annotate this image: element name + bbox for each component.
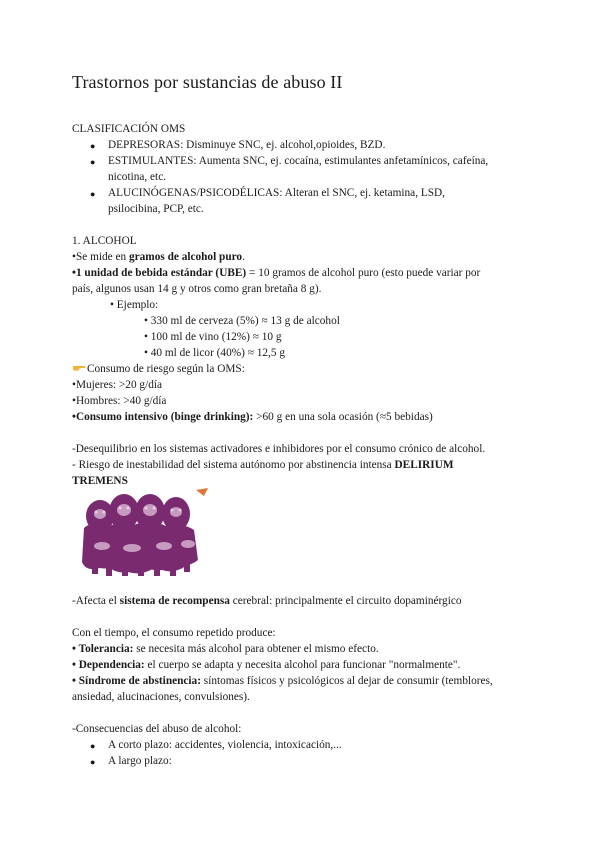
- reward-prefix: -Afecta el: [72, 595, 120, 607]
- over-time-line: Con el tiempo, el consumo repetido produce:: [72, 627, 276, 639]
- reward-line: [72, 593, 462, 609]
- risk-heading: Consumo de riesgo según la OMS:: [87, 363, 245, 375]
- classification-item-depresoras: DEPRESORAS: Disminuye SNC, ej. alcohol,opioides, BZD.: [108, 139, 386, 151]
- alcohol-heading: 1. ALCOHOL: [72, 235, 137, 247]
- dependence-line: [72, 657, 460, 673]
- classification-item-alucinogenas-cont: psilocibina, PCP, etc.: [108, 203, 204, 215]
- binge-rest: >60 g en una sola ocasión (≈5 bebidas): [253, 411, 433, 423]
- ube-line: [72, 265, 480, 281]
- withdrawal-bold: • Síndrome de abstinencia:: [72, 675, 201, 687]
- dependence-rest: el cuerpo se adapta y necesita alcohol para funcionar "normalmente".: [144, 659, 461, 671]
- binge-line: [72, 409, 433, 425]
- bullet-dot-icon: ●: [90, 757, 96, 767]
- page-title: Trastornos por sustancias de abuso II: [72, 72, 343, 92]
- ube-rest: = 10 gramos de alcohol puro (esto puede variar por: [246, 267, 481, 279]
- dependence-bold: • Dependencia:: [72, 659, 145, 671]
- example-label: • Ejemplo:: [110, 299, 159, 311]
- delirium-line-2: [72, 473, 128, 489]
- classification-heading: CLASIFICACIÓN OMS: [72, 123, 186, 135]
- tolerance-bold: • Tolerancia:: [72, 643, 134, 655]
- men-limit: •Hombres: >40 g/día: [72, 395, 167, 407]
- bullet-dot-icon: ●: [90, 157, 96, 167]
- consequences-heading: -Consecuencias del abuso de alcohol:: [72, 723, 242, 735]
- measure-bold: gramos de alcohol puro: [128, 251, 243, 263]
- example-item: • 330 ml de cerveza (5%) ≈ 13 g de alcohol: [144, 315, 340, 327]
- women-limit: •Mujeres: >20 g/día: [72, 379, 163, 391]
- classification-item-estimulantes-cont: nicotina, etc.: [108, 171, 167, 183]
- ube-bold: •1 unidad de bebida estándar (UBE): [72, 267, 247, 279]
- reward-bold: sistema de recompensa: [119, 595, 230, 607]
- reward-suffix: cerebral: principalmente el circuito dopaminérgico: [229, 595, 462, 607]
- consequence-short-term: A corto plazo: accidentes, violencia, intoxicación,...: [108, 739, 342, 751]
- risk-heading-line: [72, 361, 245, 377]
- delirium-line: [72, 457, 454, 473]
- measure-line: [72, 249, 245, 265]
- withdrawal-rest: síntomas físicos y psicológicos al dejar de consumir (temblores,: [200, 675, 493, 687]
- bullet-dot-icon: ●: [90, 141, 96, 151]
- consequence-long-term: A largo plazo:: [108, 755, 172, 767]
- pointing-hand-icon: [72, 361, 86, 373]
- ube-line-2: país, algunos usan 14 g y otros como gran bretaña 8 g).: [72, 283, 322, 295]
- withdrawal-line: [72, 673, 493, 689]
- delirium-bold: DELIRIUM: [394, 459, 454, 471]
- delirium-prefix: - Riesgo de inestabilidad del sistema autónomo por abstinencia intensa: [72, 459, 395, 471]
- tolerance-line: [72, 641, 379, 657]
- classification-item-estimulantes: ESTIMULANTES: Aumenta SNC, ej. cocaína, estimulantes anfetamínicos, cafeína,: [108, 155, 489, 167]
- bullet-dot-icon: ●: [90, 189, 96, 199]
- measure-prefix: •Se mide en: [72, 251, 129, 263]
- bullet-dot-icon: ●: [90, 741, 96, 751]
- example-item: • 100 ml de vino (12%) ≈ 10 g: [144, 331, 282, 343]
- classification-item-alucinogenas: ALUCINÓGENAS/PSICODÉLICAS: Alteran el SNC, ej. ketamina, LSD,: [108, 187, 446, 199]
- withdrawal-line-2: ansiedad, alucinaciones, convulsiones).: [72, 691, 250, 703]
- delirium-figures-illustration: [78, 488, 210, 578]
- delirium-bold-2: TREMENS: [72, 475, 128, 487]
- example-item: • 40 ml de licor (40%) ≈ 12,5 g: [144, 347, 285, 359]
- binge-bold: •Consumo intensivo (binge drinking):: [72, 411, 254, 423]
- tolerance-rest: se necesita más alcohol para obtener el mismo efecto.: [133, 643, 379, 655]
- measure-suffix: .: [242, 251, 245, 263]
- imbalance-line: -Desequilibrio en los sistemas activadores e inhibidores por el consumo crónico de alcohol.: [72, 443, 486, 455]
